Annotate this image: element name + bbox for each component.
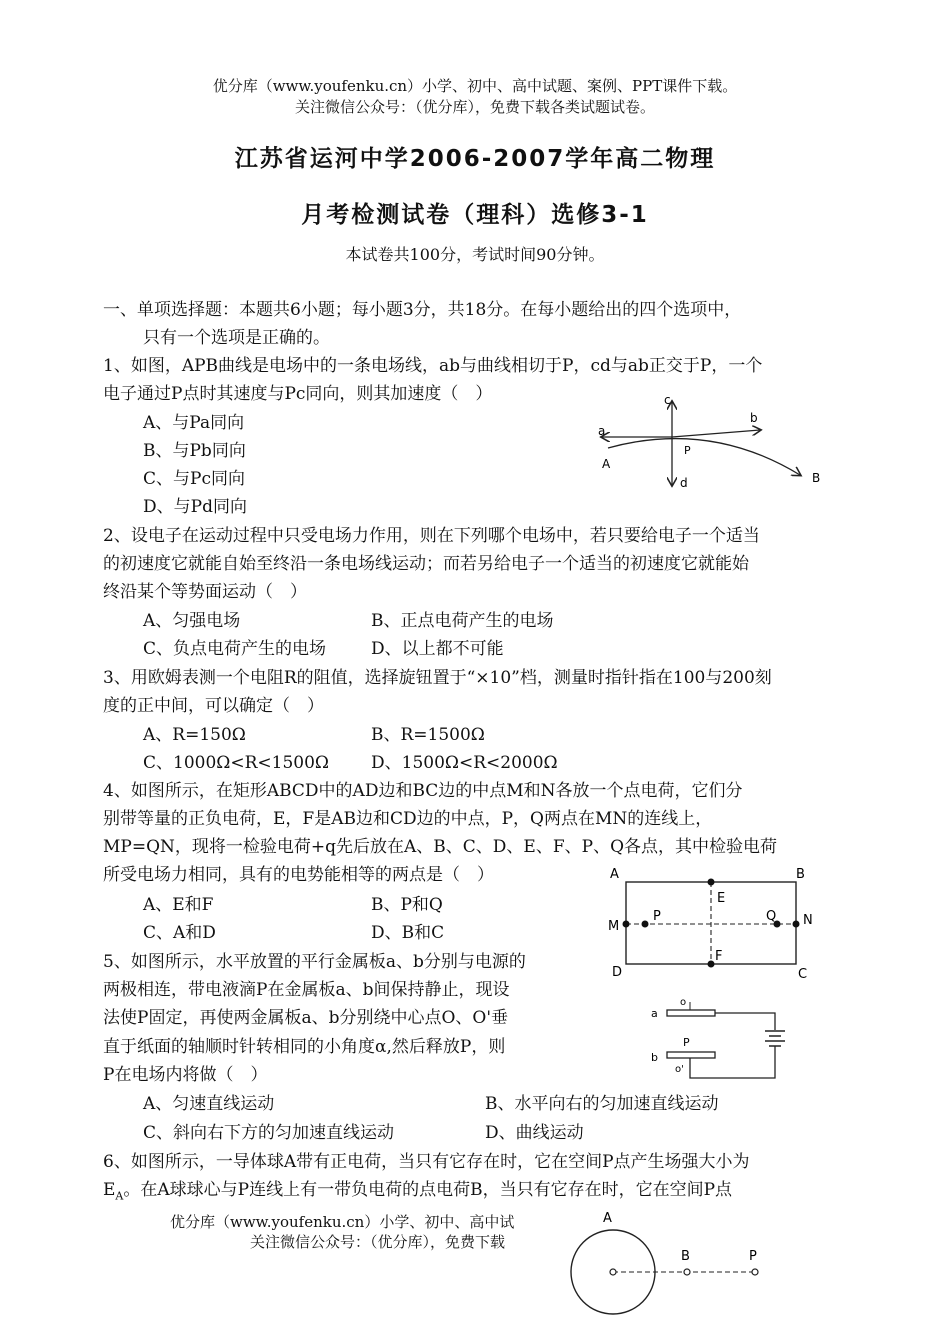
exam-info: 本试卷共100分，考试时间90分钟。: [345, 245, 605, 264]
q1-label-b: b: [750, 411, 758, 425]
q1-option-a: A、与Pa同向: [143, 413, 245, 433]
q6-ea-sub: A: [115, 1189, 124, 1203]
q5-wire-top: [715, 1013, 775, 1030]
q3-stem-2: 度的正中间，可以确定（ ）: [103, 696, 324, 716]
footer-line-1: 优分库（www.youfenku.cn）小学、初中、高中试: [170, 1213, 515, 1231]
q5-option-a: A、匀速直线运动: [143, 1094, 275, 1114]
q4-label-C: C: [798, 967, 808, 982]
q4-label-E: E: [717, 891, 726, 906]
q5-stem-3: 法使P固定，再使两金属板a、b分别绕中心点O、O'垂: [103, 1008, 509, 1028]
q2-stem-3: 终沿某个等势面运动（ ）: [103, 582, 307, 602]
footer-line-2: 关注微信公众号：（优分库），免费下载: [250, 1233, 506, 1251]
q5-option-c: C、斜向右下方的匀加速直线运动: [143, 1123, 395, 1143]
q3-option-d: D、1500Ω<R<2000Ω: [371, 753, 558, 773]
q6-stem-2-text: 。在A球球心与P连线上有一带负电荷的点电荷B，当只有它存在时，它在空间P点: [123, 1180, 733, 1200]
q5-label-b: b: [651, 1051, 658, 1064]
q5-stem-1: 5、如图所示，水平放置的平行金属板a、b分别与电源的: [103, 952, 526, 972]
q4-option-d: D、B和C: [371, 923, 445, 943]
q1-label-P: P: [684, 444, 691, 457]
q2-option-d: D、以上都不可能: [371, 639, 504, 659]
q1-label-B: B: [812, 471, 821, 485]
q1-option-b: B、与Pb同向: [143, 441, 246, 461]
q5-label-P: P: [683, 1036, 690, 1049]
q5-wire-bottom: [690, 1046, 775, 1078]
section-heading-cont: 只有一个选项是正确的。: [143, 328, 330, 348]
q4-label-F: F: [715, 949, 723, 964]
page-title: 江苏省运河中学2006-2007学年高二物理: [234, 146, 716, 172]
q4-stem-3: MP=QN，现将一检验电荷+q先后放在A、B、C、D、E、F、P、Q各点，其中检验电荷: [103, 837, 778, 857]
q5-label-o: o: [680, 997, 687, 1008]
header-line-1: 优分库（www.youfenku.cn）小学、初中、高中试题、案例、PPT课件下载。: [212, 77, 738, 95]
q5-label-o-prime: o': [675, 1064, 684, 1075]
q1-stem-2: 电子通过P点时其速度与Pc同向，则其加速度（ ）: [103, 384, 493, 404]
q4-label-B: B: [796, 867, 805, 882]
q1-stem-1: 1、如图，APB曲线是电场中的一条电场线，ab与曲线相切于P，cd与ab正交于P，一个: [103, 356, 763, 376]
q6-center-A: [610, 1269, 616, 1275]
q4-option-c: C、A和D: [143, 923, 216, 943]
q6-point-B: [684, 1269, 690, 1275]
q5-plate-a: [667, 1010, 715, 1016]
q6-stem-2: [103, 1178, 732, 1208]
section-heading: 一、单项选择题：本题共6小题；每小题3分，共18分。在每小题给出的四个选项中，: [103, 300, 742, 320]
q4-label-M: M: [608, 919, 620, 934]
q2-option-a: A、匀强电场: [143, 611, 241, 631]
q3-stem-1: 3、用欧姆表测一个电阻R的阻值，选择旋钮置于“×10”档，测量时指针指在100与200刻: [103, 668, 772, 688]
q1-option-d: D、与Pd同向: [143, 497, 247, 517]
header-line-2: 关注微信公众号：（优分库），免费下载各类试题试卷。: [294, 98, 655, 116]
q4-option-b: B、P和Q: [371, 895, 443, 915]
q4-option-a: A、E和F: [143, 895, 214, 915]
q6-stem-1: 6、如图所示，一导体球A带有正电荷，当只有它存在时，它在空间P点产生场强大小为: [103, 1152, 750, 1172]
q6-label-A: A: [603, 1211, 612, 1226]
q5-figure: [645, 990, 795, 1082]
q1-label-A: A: [602, 457, 611, 471]
q1-figure: [590, 390, 830, 495]
q3-option-c: C、1000Ω<R<1500Ω: [143, 753, 330, 773]
q2-option-c: C、负点电荷产生的电场: [143, 639, 327, 659]
page-subtitle-title: 月考检测试卷（理科）选修3-1: [301, 202, 649, 228]
q1-label-d: d: [680, 476, 688, 490]
q1-option-c: C、与Pc同向: [143, 469, 245, 489]
q4-label-Q: Q: [766, 909, 777, 924]
q4-point-P: [642, 921, 649, 928]
q5-label-a: a: [651, 1007, 658, 1020]
q1-label-c: c: [664, 393, 671, 407]
q4-label-D: D: [612, 965, 623, 980]
q6-ea: E: [103, 1180, 116, 1200]
q4-label-P: P: [653, 909, 661, 924]
q5-option-d: D、曲线运动: [485, 1123, 584, 1143]
q4-figure: [600, 864, 820, 984]
q4-point-E: [708, 879, 715, 886]
q1-field-line: [608, 439, 800, 475]
q4-point-M: [623, 921, 630, 928]
q4-point-N: [793, 921, 800, 928]
q3-option-b: B、R=1500Ω: [371, 725, 485, 745]
q6-label-B: B: [681, 1249, 690, 1264]
q1-tangent-b: [672, 430, 760, 437]
q2-option-b: B、正点电荷产生的电场: [371, 611, 554, 631]
q4-label-N: N: [803, 913, 813, 928]
q2-stem-1: 2、设电子在运动过程中只受电场力作用，则在下列哪个电场中，若只要给电子一个适当: [103, 526, 760, 546]
q6-point-P: [752, 1269, 758, 1275]
q5-stem-2: 两极相连，带电液滴P在金属板a、b间保持静止，现设: [103, 980, 510, 1000]
q3-option-a: A、R=150Ω: [143, 725, 246, 745]
q1-label-a: a: [598, 424, 606, 438]
q4-stem-4: 所受电场力相同，具有的电势能相等的两点是（ ）: [103, 865, 494, 885]
q6-label-P: P: [749, 1249, 757, 1264]
q5-stem-4: 直于纸面的轴顺时针转相同的小角度α,然后释放P，则: [103, 1037, 506, 1057]
q2-stem-2: 的初速度它就能自始至终沿一条电场线运动；而若另给电子一个适当的初速度它就能始: [103, 554, 749, 574]
q6-figure: [565, 1206, 765, 1336]
q4-stem-2: 别带等量的正负电荷，E，F是AB边和CD边的中点，P，Q两点在MN的连线上，: [103, 809, 713, 829]
q5-stem-5: P在电场内将做（ ）: [103, 1065, 268, 1085]
q5-plate-b: [667, 1052, 715, 1058]
q4-label-A: A: [610, 867, 619, 882]
q5-option-b: B、水平向右的匀加速直线运动: [485, 1094, 719, 1114]
q4-point-F: [708, 961, 715, 968]
q4-stem-1: 4、如图所示，在矩形ABCD中的AD边和BC边的中点M和N各放一个点电荷，它们分: [103, 781, 743, 801]
